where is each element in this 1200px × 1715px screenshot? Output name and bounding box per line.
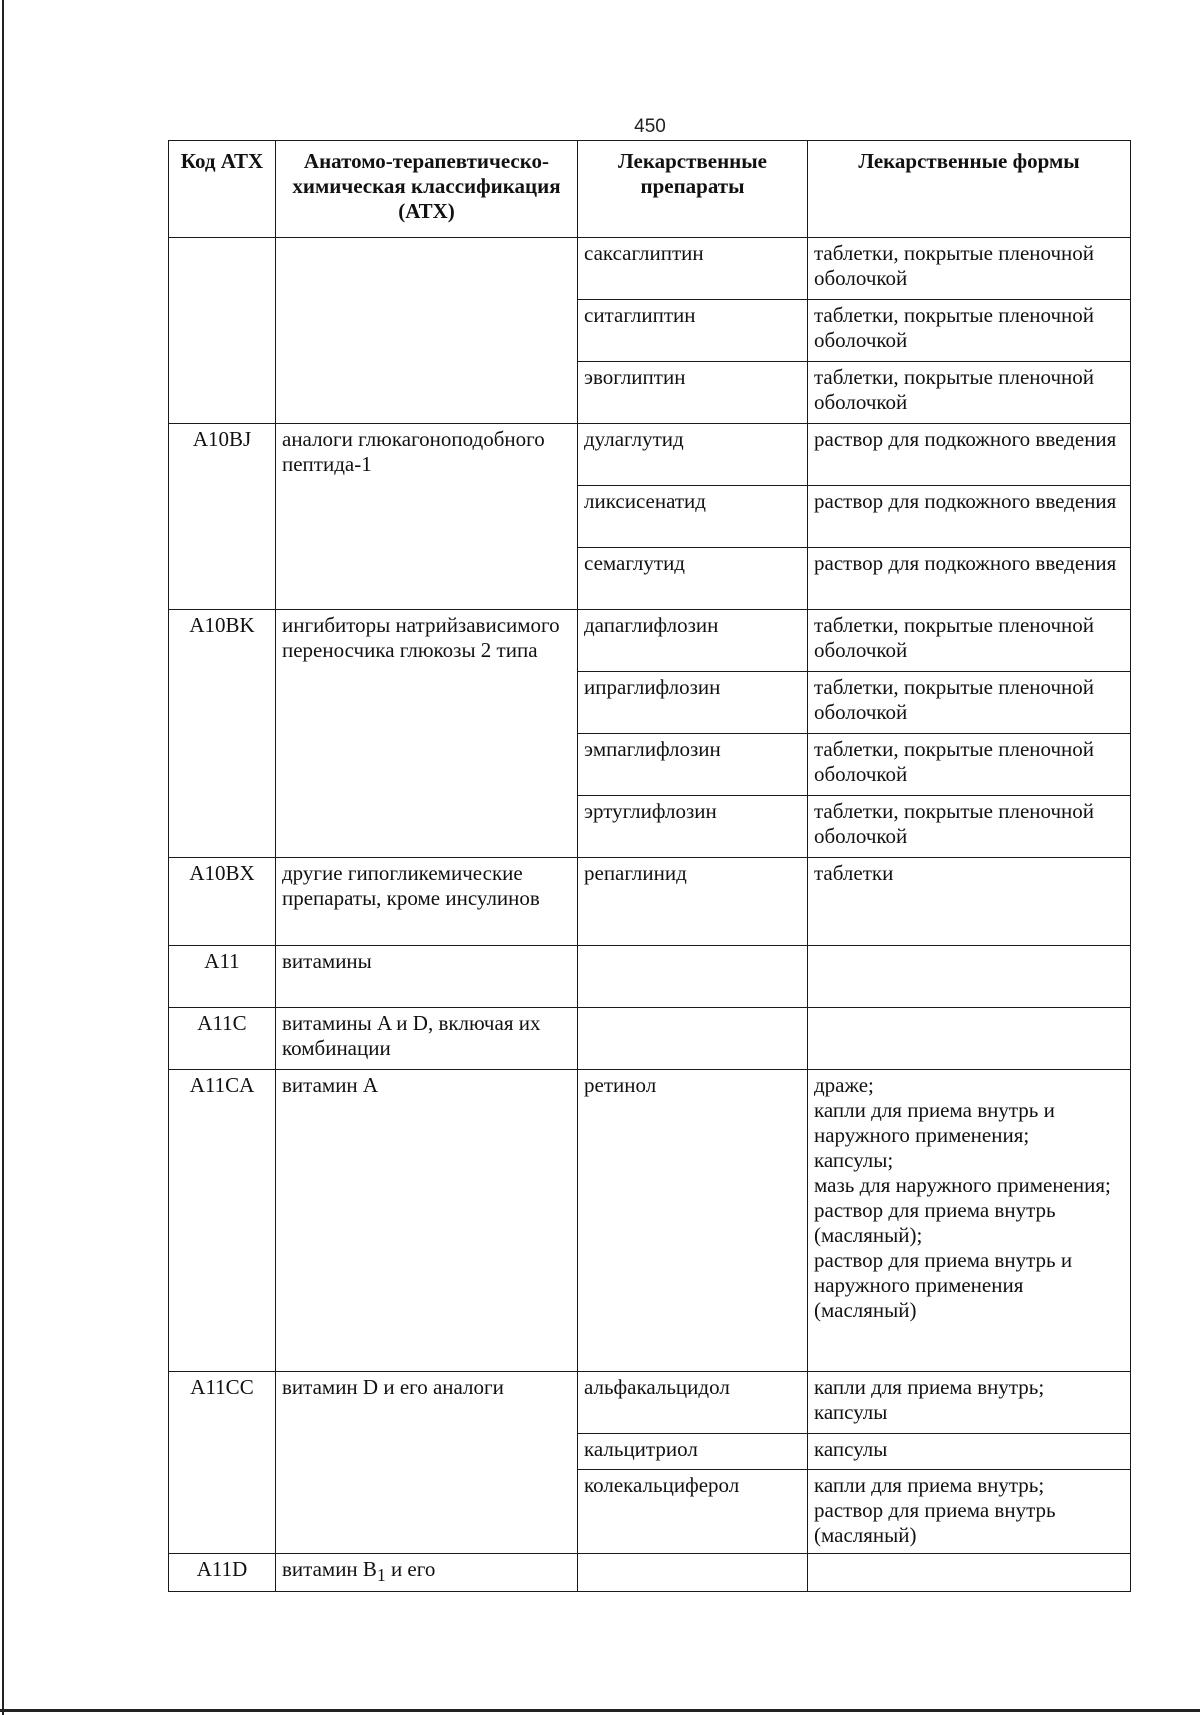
table-row <box>169 858 1131 946</box>
classification-tail: и его <box>385 1557 436 1581</box>
table-header-row <box>169 141 1131 238</box>
drug-cell <box>578 1554 808 1592</box>
form-cell: таблетки, покрытые пленочной оболочкой <box>808 734 1131 796</box>
drug-cell: дулаглутид <box>578 424 808 486</box>
atc-code-cell: A10BX <box>169 858 276 946</box>
atc-code-cell <box>169 238 276 424</box>
atc-code-cell: A10BK <box>169 610 276 858</box>
form-cell: таблетки, покрытые пленочной оболочкой <box>808 610 1131 672</box>
drug-cell: ситаглиптин <box>578 300 808 362</box>
drug-cell: ретинол <box>578 1070 808 1372</box>
scan-edge-left <box>2 0 4 1715</box>
form-cell <box>808 946 1131 1008</box>
drug-cell: альфакальцидол <box>578 1372 808 1434</box>
atc-classification-cell: витамин D и его аналоги <box>276 1372 578 1554</box>
atc-classification-cell: витамин A <box>276 1070 578 1372</box>
table-row <box>169 1008 1131 1070</box>
form-cell: раствор для подкожного введения <box>808 424 1131 486</box>
scan-edge-bottom <box>0 1709 1200 1712</box>
form-cell <box>808 1554 1131 1592</box>
table-row <box>169 610 1131 672</box>
drug-cell: эвоглиптин <box>578 362 808 424</box>
header-forms: Лекарственные формы <box>808 141 1131 238</box>
atc-classification-cell: витамины A и D, включая их комбинации <box>276 1008 578 1070</box>
form-cell: капли для приема внутрь; капсулы <box>808 1372 1131 1434</box>
form-cell: таблетки, покрытые пленочной оболочкой <box>808 362 1131 424</box>
drug-cell: саксаглиптин <box>578 238 808 300</box>
form-cell: таблетки, покрытые пленочной оболочкой <box>808 672 1131 734</box>
drug-cell: семаглутид <box>578 548 808 610</box>
drug-cell: кальцитриол <box>578 1434 808 1470</box>
table-row <box>169 1554 1131 1592</box>
header-code: Код АТХ <box>169 141 276 238</box>
form-cell: раствор для подкожного введения <box>808 548 1131 610</box>
form-cell: раствор для подкожного введения <box>808 486 1131 548</box>
atc-drug-table <box>168 140 1131 1592</box>
form-cell: таблетки, покрытые пленочной оболочкой <box>808 238 1131 300</box>
table-row <box>169 424 1131 486</box>
atc-code-cell: A11CA <box>169 1070 276 1372</box>
table-row <box>169 1372 1131 1434</box>
drug-cell <box>578 946 808 1008</box>
form-cell: таблетки <box>808 858 1131 946</box>
drug-cell: эртуглифлозин <box>578 796 808 858</box>
table-row <box>169 238 1131 300</box>
drug-cell: репаглинид <box>578 858 808 946</box>
atc-classification-cell <box>276 1554 578 1592</box>
drug-cell: эмпаглифлозин <box>578 734 808 796</box>
table-row <box>169 946 1131 1008</box>
atc-code-cell: A11C <box>169 1008 276 1070</box>
form-cell: капли для приема внутрь; раствор для приема внутрь (масляный) <box>808 1470 1131 1554</box>
form-cell: драже; капли для приема внутрь и наружного применения; капсулы; мазь для наружного применения; раствор для приема внутрь (масляный); раствор для приема внутрь и наружного применения (масляный) <box>808 1070 1131 1372</box>
classification-text: витамин B <box>282 1557 377 1581</box>
atc-classification-cell <box>276 238 578 424</box>
table-row <box>169 1070 1131 1372</box>
atc-classification-cell: другие гипогликемические препараты, кроме инсулинов <box>276 858 578 946</box>
drug-cell <box>578 1008 808 1070</box>
header-classification: Анатомо-терапевтическо-химическая классификация (АТХ) <box>276 141 578 238</box>
atc-code-cell: A11 <box>169 946 276 1008</box>
form-cell: таблетки, покрытые пленочной оболочкой <box>808 796 1131 858</box>
classification-subscript: 1 <box>376 1565 386 1586</box>
header-drugs: Лекарственные препараты <box>578 141 808 238</box>
atc-classification-cell: витамины <box>276 946 578 1008</box>
atc-code-cell: A11CC <box>169 1372 276 1554</box>
atc-code-cell: A10BJ <box>169 424 276 610</box>
drug-cell: дапаглифлозин <box>578 610 808 672</box>
drug-cell: ипраглифлозин <box>578 672 808 734</box>
drug-cell: ликсисенатид <box>578 486 808 548</box>
page-number: 450 <box>634 116 666 137</box>
drug-cell: колекальциферол <box>578 1470 808 1554</box>
form-cell: таблетки, покрытые пленочной оболочкой <box>808 300 1131 362</box>
atc-classification-cell: ингибиторы натрийзависимого переносчика глюкозы 2 типа <box>276 610 578 858</box>
atc-classification-cell: аналоги глюкагоноподобного пептида-1 <box>276 424 578 610</box>
form-cell: капсулы <box>808 1434 1131 1470</box>
atc-code-cell: A11D <box>169 1554 276 1592</box>
form-cell <box>808 1008 1131 1070</box>
